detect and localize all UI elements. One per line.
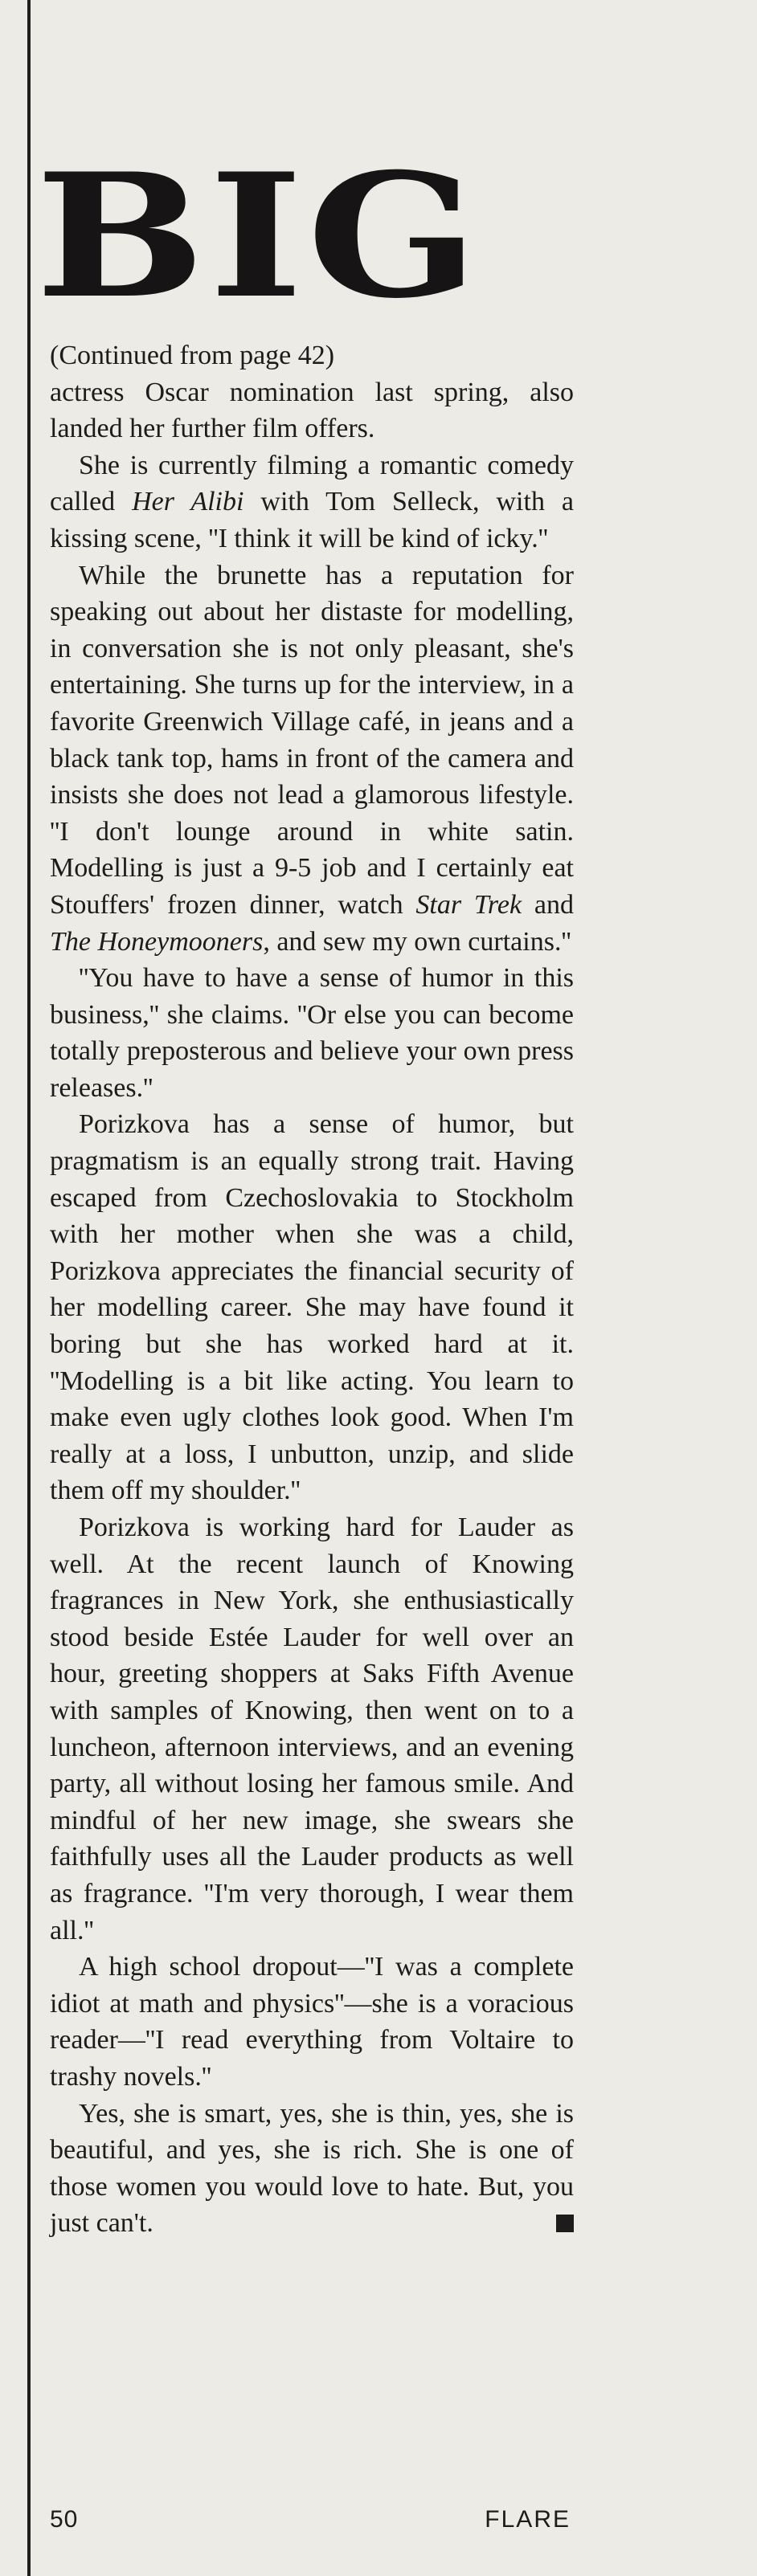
paragraph-8: Yes, she is smart, yes, she is thin, yes, she is beautiful, and yes, she is rich. She is one of those women you would love to hate. But, you just can't. (50, 2098, 574, 2239)
paragraph-2: She is currently filming a romantic comedy called Her Alibi with Tom Selleck, with a kissing scene, ''I think it will be kind of icky.'' (50, 450, 574, 553)
end-mark-icon (556, 2215, 574, 2232)
paragraph-1-text: actress Oscar nomination last spring, also landed her further film offers. (50, 377, 574, 444)
continued-note: (Continued from page 42) (50, 341, 335, 370)
paragraph-3: While the brunette has a reputation for speaking out about her distaste for modelling, in conversation she is not only pleasant, she's entertaining. She turns up for the interview, in a favorite Greenwich Village café, in jeans and a black tank top, hams in front of the camera and insists she does not lead a glamorous lifestyle. ''I don't lounge around in white satin. Modelling is just a 9-5 job and I certainly eat Stouffers' frozen dinner, watch Star Trek and The Honeymooners, and sew my own curtains.'' (50, 560, 574, 957)
film-title: Her Alibi (132, 487, 244, 517)
column-rule (27, 0, 31, 2576)
show-title-honeymooners: The Honeymooners (50, 926, 264, 957)
headline: BIG (35, 136, 483, 336)
paragraph-4: ''You have to have a sense of humor in this business,'' she claims. ''Or else you can become totally preposterous and believe your own press releases.'' (50, 963, 574, 1103)
magazine-name: FLARE (485, 2506, 571, 2533)
paragraph-1 (50, 337, 574, 447)
paragraph-5: Porizkova has a sense of humor, but pragmatism is an equally strong trait. Having escaped from Czechoslovakia to Stockholm with her mother when she was a child, Porizkova appreciates the financial security of her modelling career. She may have found it boring but she has worked hard at it. ''Modelling is a bit like acting. You learn to make even ugly clothes look good. When I'm really at a loss, I unbutton, unzip, and slide them off my shoulder.'' (50, 1109, 574, 1506)
page-number: 50 (50, 2506, 79, 2533)
paragraph-6: Porizkova is working hard for Lauder as well. At the recent launch of Knowing fragrances in New York, she enthusiastically stood beside Estée Lauder for well over an hour, greeting shoppers at Saks Fifth Avenue with samples of Knowing, then went on to a luncheon, afternoon interviews, and an evening party, all without losing her famous smile. And mindful of her new image, she swears she faithfully uses all the Lauder products as well as fragrance. ''I'm very thorough, I wear them all.'' (50, 1513, 574, 1945)
show-title-star-trek: Star Trek (415, 889, 522, 920)
article-body (50, 337, 574, 2242)
paragraph-7: A high school dropout—''I was a complete idiot at math and physics''—she is a voracious reader—''I read everything from Voltaire to trashy novels.'' (50, 1952, 574, 2092)
